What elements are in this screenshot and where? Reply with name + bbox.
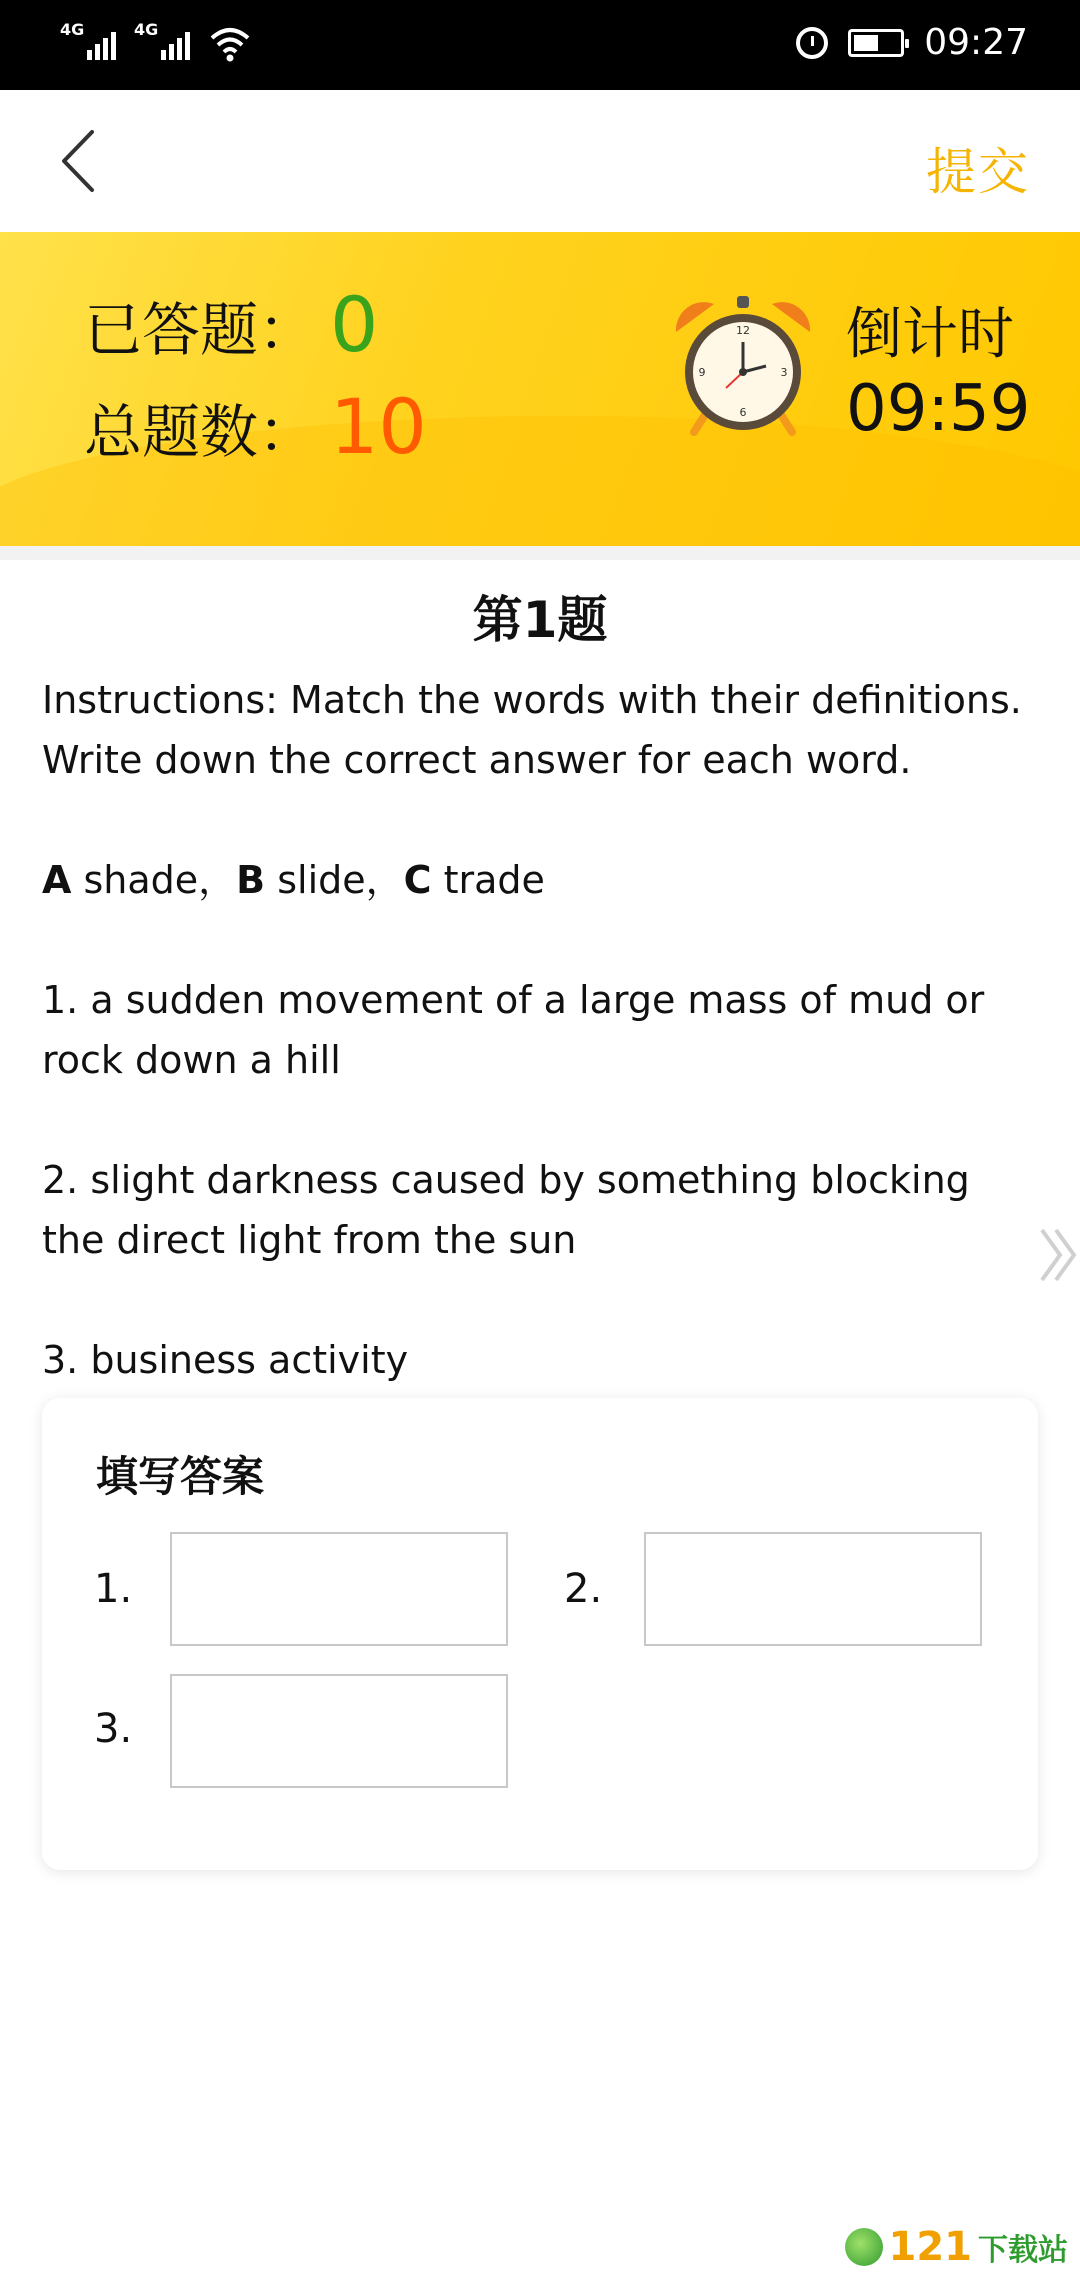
battery-icon — [848, 29, 904, 57]
svg-text:3: 3 — [780, 366, 788, 379]
submit-button[interactable]: 提交 — [926, 143, 1030, 201]
answered-count — [84, 280, 378, 369]
definition-item: 2. slight darkness caused by something blocking the direct light from the sun — [42, 1158, 970, 1262]
signal-icon — [60, 20, 116, 64]
status-time: 09:27 — [924, 22, 1028, 63]
option-word: shade， — [71, 858, 237, 902]
status-left — [60, 20, 252, 64]
svg-text:9: 9 — [698, 366, 706, 379]
signal-icon — [134, 20, 190, 64]
top-navigation — [0, 90, 1080, 232]
site-watermark — [845, 2224, 1069, 2270]
svg-text:12: 12 — [736, 324, 750, 337]
definition-item: 3. business activity — [42, 1338, 409, 1382]
countdown-label: 倒计时 — [846, 302, 1014, 367]
answered-value: 0 — [330, 280, 379, 369]
status-right — [796, 22, 1028, 63]
word-options — [42, 850, 1042, 910]
globe-logo-icon — [845, 2228, 883, 2266]
definition-item: 1. a sudden movement of a large mass of mud or rock down a hill — [42, 978, 985, 1082]
countdown-timer — [846, 300, 1030, 448]
total-value: 10 — [330, 382, 427, 471]
answer-input-2[interactable] — [644, 1532, 982, 1646]
network-type-label: 4G — [134, 20, 159, 39]
chevron-left-icon — [58, 128, 98, 194]
total-count — [84, 382, 427, 471]
answer-card-title: 填写答案 — [96, 1452, 265, 1501]
answer-number-label: 1. — [94, 1566, 133, 1612]
back-button[interactable] — [48, 126, 108, 196]
network-type-label: 4G — [60, 20, 85, 39]
watermark-text: 下载站 — [978, 2233, 1068, 2268]
double-chevron-right-icon — [1036, 1220, 1080, 1290]
option-letter: A — [42, 858, 72, 902]
status-bar — [0, 0, 1080, 90]
wifi-icon — [208, 24, 252, 64]
alarm-clock-icon — [668, 292, 818, 442]
question-instructions: Instructions: Match the words with their definitions. Write down the correct answer for each word. — [42, 678, 1022, 782]
question-body — [42, 670, 1042, 1390]
question-title: 第1题 — [472, 591, 608, 649]
watermark-number: 121 — [888, 2224, 972, 2270]
total-label: 总题数： — [84, 397, 317, 466]
answer-input-1[interactable] — [170, 1532, 508, 1646]
answer-input-3[interactable] — [170, 1674, 508, 1788]
alarm-clock-icon — [796, 27, 828, 59]
option-letter: C — [403, 858, 432, 902]
answer-card — [42, 1398, 1038, 1870]
quiz-status-banner — [0, 232, 1080, 546]
countdown-time: 09:59 — [846, 372, 1031, 446]
option-letter: B — [236, 858, 266, 902]
option-word: trade — [431, 858, 545, 902]
section-divider — [0, 546, 1080, 560]
answer-number-label: 3. — [94, 1706, 133, 1752]
answer-number-label: 2. — [564, 1566, 603, 1612]
svg-text:6: 6 — [739, 406, 747, 419]
next-question-button[interactable] — [1036, 1220, 1080, 1290]
option-word: slide， — [265, 858, 404, 902]
answered-label: 已答题： — [84, 295, 317, 364]
